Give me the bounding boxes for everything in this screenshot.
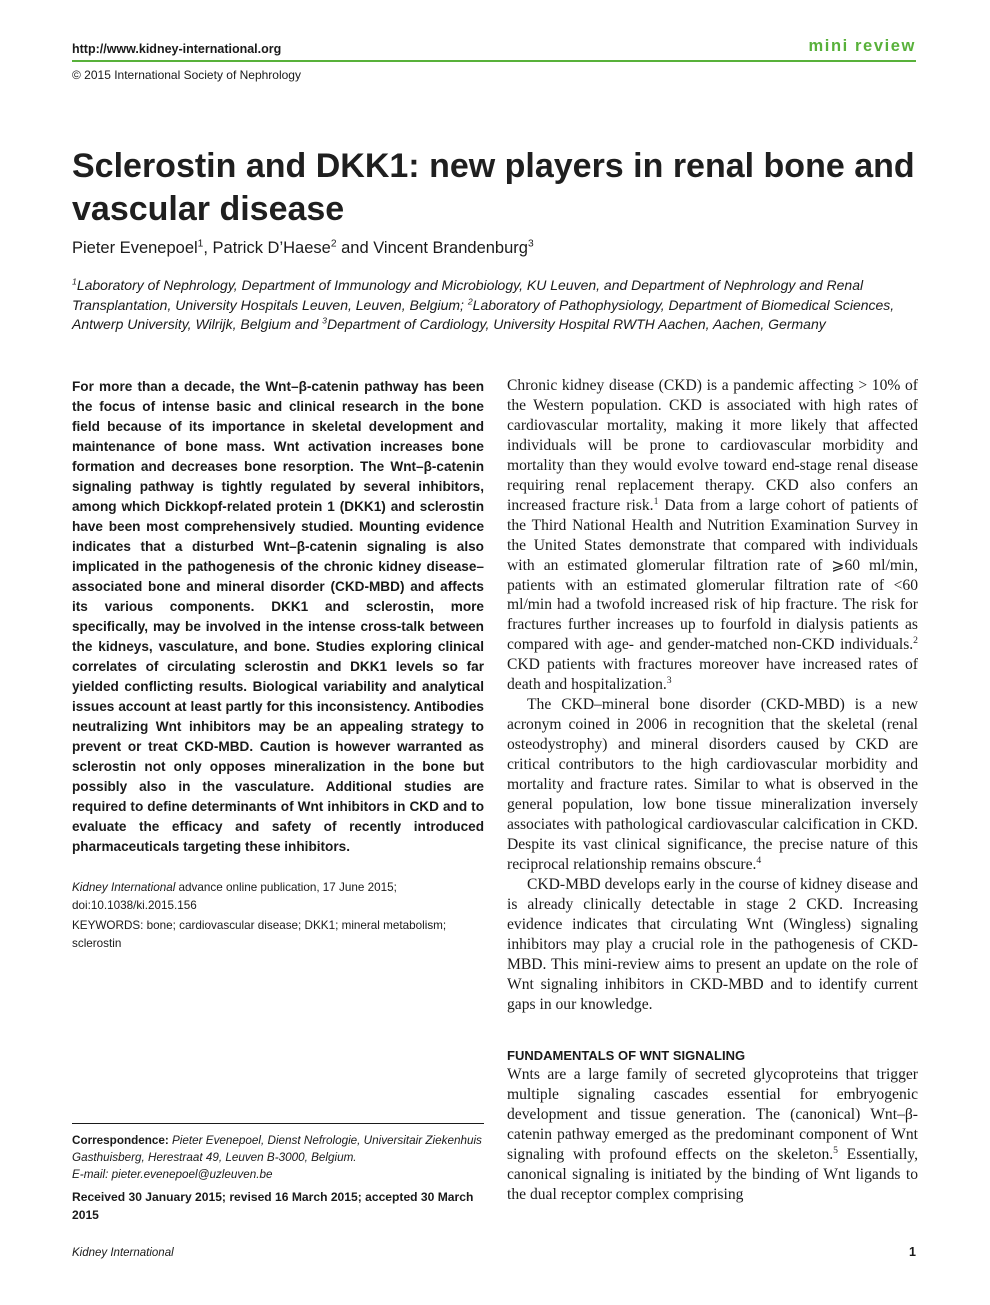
header-rule: [72, 60, 916, 62]
article-title: Sclerostin and DKK1: new players in renal bone and vascular disease: [72, 147, 915, 228]
citation: [72, 879, 484, 914]
correspondence-email[interactable]: E-mail: pieter.evenepoel@uzleuven.be: [72, 1168, 273, 1181]
section-heading: FUNDAMENTALS OF WNT SIGNALING: [507, 1047, 746, 1063]
affiliation: Department of Cardiology, University Hospital RWTH Aachen, Aachen, Germany: [326, 316, 826, 333]
citation-journal: Kidney International: [72, 881, 176, 894]
body-paragraph: CKD-MBD develops early in the course of kidney disease and is already clinically detectable in stage 2 CKD. Increasing evidence indicates that circulating Wnt (Wingless) signaling inhibitors may play a crucial role in the pathogenesis of CKD-MBD. This mini-review aims to present an update on the role of Wnt signaling inhibitors in CKD-MBD and to identify current gaps in our knowledge.: [507, 875, 918, 1013]
footnote-rule: [72, 1123, 484, 1124]
author-affil-marker: 3: [527, 238, 534, 250]
reference-marker[interactable]: 4: [756, 854, 762, 866]
keywords: KEYWORDS: bone; cardiovascular disease; DKK1; mineral metabolism; sclerostin: [72, 919, 447, 950]
page-number: 1: [909, 1245, 916, 1259]
copyright: © 2015 International Society of Nephrology: [72, 68, 301, 82]
author-name: Pieter Evenepoel: [72, 239, 198, 257]
correspondence-label: Correspondence:: [72, 1134, 169, 1147]
author-affil-marker: 1: [197, 238, 204, 250]
reference-marker[interactable]: 5: [833, 1145, 838, 1157]
correspondence: [72, 1132, 484, 1183]
affiliation: Laboratory of Pathophysiology, Department of Biomedical Sciences, Antwerp University, Wilrijk, Belgium and: [72, 296, 895, 333]
author-list: Pieter Evenepoel$^1$, Patrick D’Haese$^2$ and Vincent Brandenburg$^3$: [72, 238, 534, 257]
body-paragraph: Wnts are a large family of secreted glycoproteins that trigger multiple signaling cascades essential for embryogenic development and tissue generation. The (canonical) Wnt–β-catenin pathway emerged as the predominant component of Wnt signaling with profound effects on the skeleton.$^5$ Essentially, canonical signaling is initiated by the binding of Wnt ligands to the dual receptor complex comprising: [507, 1066, 918, 1204]
author-name: Patrick D’Haese: [212, 239, 331, 257]
author-affil-marker: 2: [330, 238, 337, 250]
body-paragraph: Chronic kidney disease (CKD) is a pandemic affecting > 10% of the Western population. CKD is associated with high rates of cardiovascular mortality, making it more likely that affected individuals will be prone to cardiovascular morbidity and mortality than they would evolve toward end-stage renal disease requiring renal replacement therapy. CKD also confers an increased fracture risk.$^1$ Data from a large cohort of patients of the Third National Health and Nutrition Examination Survey in the United States demonstrate that compared with individuals with an estimated glomerular filtration rate of ⩾60 ml/min, patients with an estimated glomerular filtration rate of <60 ml/min had a twofold increased risk of hip fracture. The risk for fractures further increases up to fourfold in dialysis patients as compared with age- and gender-matched non-CKD individuals.$^2$ CKD patients with fractures moreover have increased rates of death and hospitalization.$^3$: [507, 377, 919, 694]
citation-text[interactable]: advance online publication, 17 June 2015; doi:10.1038/ki.2015.156: [72, 881, 397, 912]
affiliations: $^1$Laboratory of Nephrology, Department of Immunology and Microbiology, KU Leuven, and Department of Nephrology and Renal Transplantation, University Hospitals Leuven, Leuven, Belgium; $^2$Laboratory of Pathophysiology, Department of Biomedical Sciences, Antwerp University, Wilrijk, Belgium and $^3$Department of Cardiology, University Hospital RWTH Aachen, Aachen, Germany: [72, 276, 895, 333]
correspondence-address: Pieter Evenepoel, Dienst Nefrologie, Universitair Ziekenhuis Gasthuisberg, Herestraat 49, Leuven B-3000, Belgium.: [72, 1134, 482, 1164]
reference-marker[interactable]: 3: [666, 675, 672, 687]
affiliation: Laboratory of Nephrology, Department of Immunology and Microbiology, KU Leuven, and Department of Nephrology and Renal Transplantation, University Hospitals Leuven, Leuven, Belgium;: [72, 277, 864, 313]
abstract: For more than a decade, the Wnt–β-catenin pathway has been the focus of intense basic and clinical research in the bone field because of its importance in skeletal development and maintenance of bone mass. Wnt activation increases bone formation and decreases bone resorption. The Wnt–β-catenin signaling pathway is tightly regulated by several inhibitors, among which Dickkopf-related protein 1 (DKK1) and sclerostin have been most comprehensively studied. Mounting evidence indicates that a disturbed Wnt–β-catenin signaling is also implicated in the pathogenesis of the chronic kidney disease–associated bone and mineral disorder (CKD-MBD) and affects its various components. DKK1 and sclerostin, more specifically, may be involved in the intense cross-talk between the kidneys, vasculature, and bone. Studies exploring clinical correlates of circulating sclerostin and DKK1 levels so far yielded conflicting results. Biological variability and analytical issues account at least partly for this inconsistency. Antibodies neutralizing Wnt inhibitors may be an appealing strategy to prevent or treat CKD-MBD. Caution is however warranted as sclerostin not only opposes mineralization in the bone but possibly also in the vasculature. Additional studies are required to define determinants of Wnt inhibitors in CKD and to evaluate the efficacy and safety of recently introduced pharmaceuticals targeting these inhibitors.: [72, 379, 484, 854]
section-label: mini review: [808, 37, 916, 55]
reference-marker[interactable]: 1: [653, 495, 659, 507]
author-name: Vincent Brandenburg: [373, 239, 528, 257]
reference-marker[interactable]: 2: [913, 635, 918, 647]
journal-url[interactable]: http://www.kidney-international.org: [72, 42, 282, 56]
footer-journal: Kidney International: [72, 1247, 174, 1259]
body-paragraph: The CKD–mineral bone disorder (CKD-MBD) is a new acronym coined in 2006 in recognition that the skeletal (renal osteodystrophy) and mineral disorders caused by CKD are critical contributors to the high cardiovascular morbidity and mortality and fracture rates. Similar to what is observed in the general population, low bone tissue mineralization inversely associates with pathological cardiovascular calcification in CKD. Despite its vast clinical significance, the precise nature of this reciprocal relationship remains obscure.$^4$: [507, 696, 918, 873]
received-dates: Received 30 January 2015; revised 16 March 2015; accepted 30 March 2015: [72, 1190, 474, 1222]
article-body: [507, 376, 918, 1205]
